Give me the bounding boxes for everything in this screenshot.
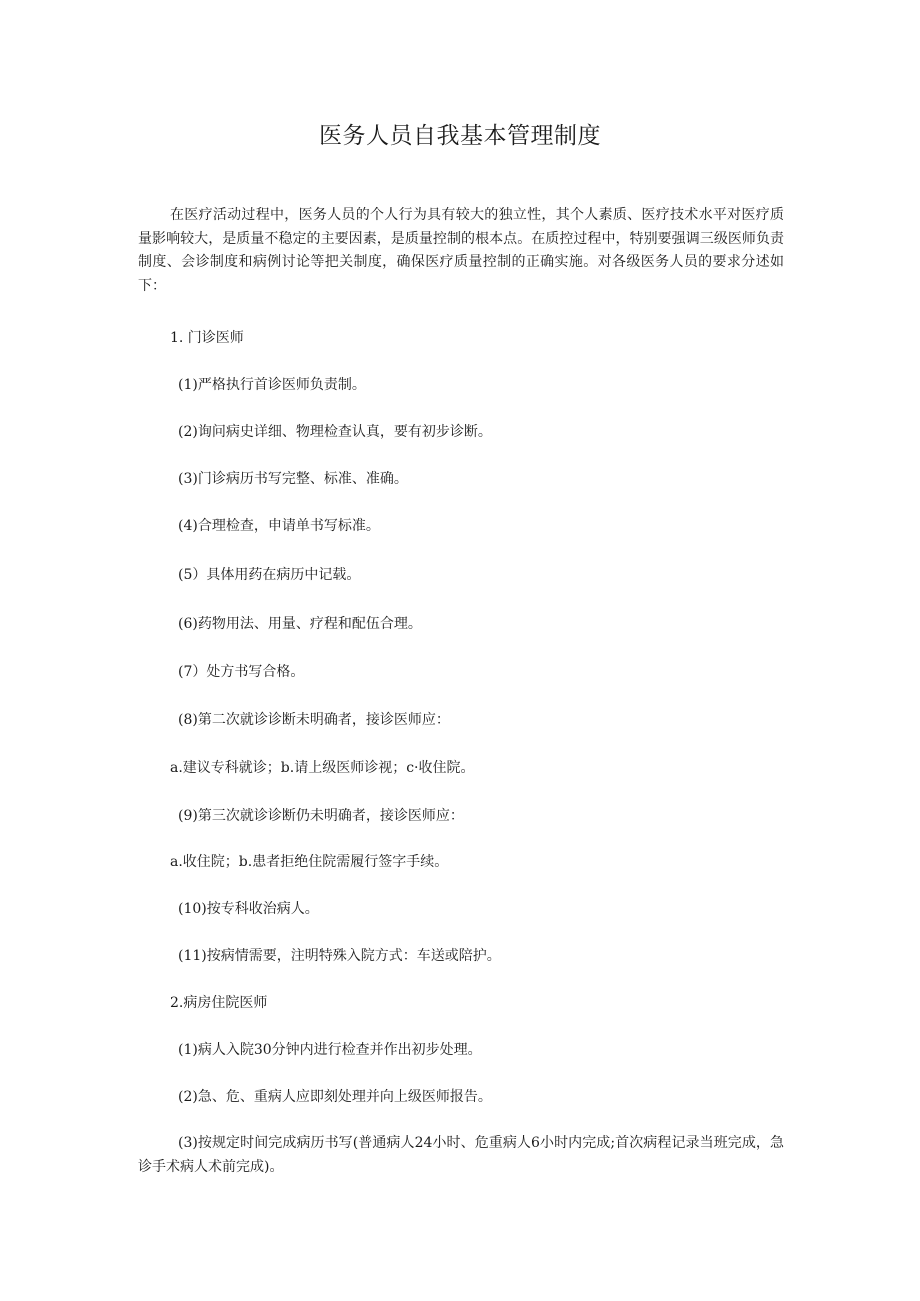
list-subitem: a.收住院；b.患者拒绝住院需履行签字手续。 — [170, 854, 449, 870]
list-item: (4)合理检查，申请单书写标准。 — [178, 518, 380, 534]
list-item: (10)按专科收治病人。 — [178, 901, 319, 917]
list-item: (3)门诊病历书写完整、标准、准确。 — [178, 471, 408, 487]
document-title: 医务人员自我基本管理制度 — [319, 123, 601, 149]
intro-paragraph: 在医疗活动过程中，医务人员的个人行为具有较大的独立性，其个人素质、医疗技术水平对医疗质量影响较大，是质量不稳定的主要因素，是质量控制的根本点。在质控过程中，特别要强调三级医师负责制度、会诊制度和病例讨论等把关制度，确保医疗质量控制的正确实施。对各级医务人员的要求分述如下： — [138, 207, 784, 294]
list-subitem: a.建议专科就诊；b.请上级医师诊视；c·收住院。 — [170, 760, 475, 776]
list-item: (2)询问病史详细、物理检查认真，要有初步诊断。 — [178, 424, 492, 440]
list-item: (9)第三次就诊诊断仍未明确者，接诊医师应： — [178, 808, 464, 824]
list-item-wrapped: (3)按规定时间完成病历书写(普通病人24小时、危重病人6小时内完成;首次病程记录当班完成，急诊手术病人术前完成)。 — [138, 1135, 784, 1175]
list-item: (1)病人入院30分钟内进行检查并作出初步处理。 — [178, 1042, 482, 1058]
section-heading-outpatient: 1. 门诊医师 — [170, 330, 244, 346]
list-item: (6)药物用法、用量、疗程和配伍合理。 — [178, 616, 422, 632]
list-item: (2)急、危、重病人应即刻处理并向上级医师报告。 — [178, 1089, 492, 1105]
section-heading-ward: 2.病房住院医师 — [170, 995, 268, 1011]
list-item: (11)按病情需要，注明特殊入院方式：车送或陪护。 — [178, 948, 501, 964]
list-item: (7）处方书写合格。 — [178, 664, 305, 680]
list-item: (8)第二次就诊诊断未明确者，接诊医师应： — [178, 712, 450, 728]
list-item: (5）具体用药在病历中记载。 — [178, 567, 361, 583]
list-item: (1)严格执行首诊医师负责制。 — [178, 377, 366, 393]
